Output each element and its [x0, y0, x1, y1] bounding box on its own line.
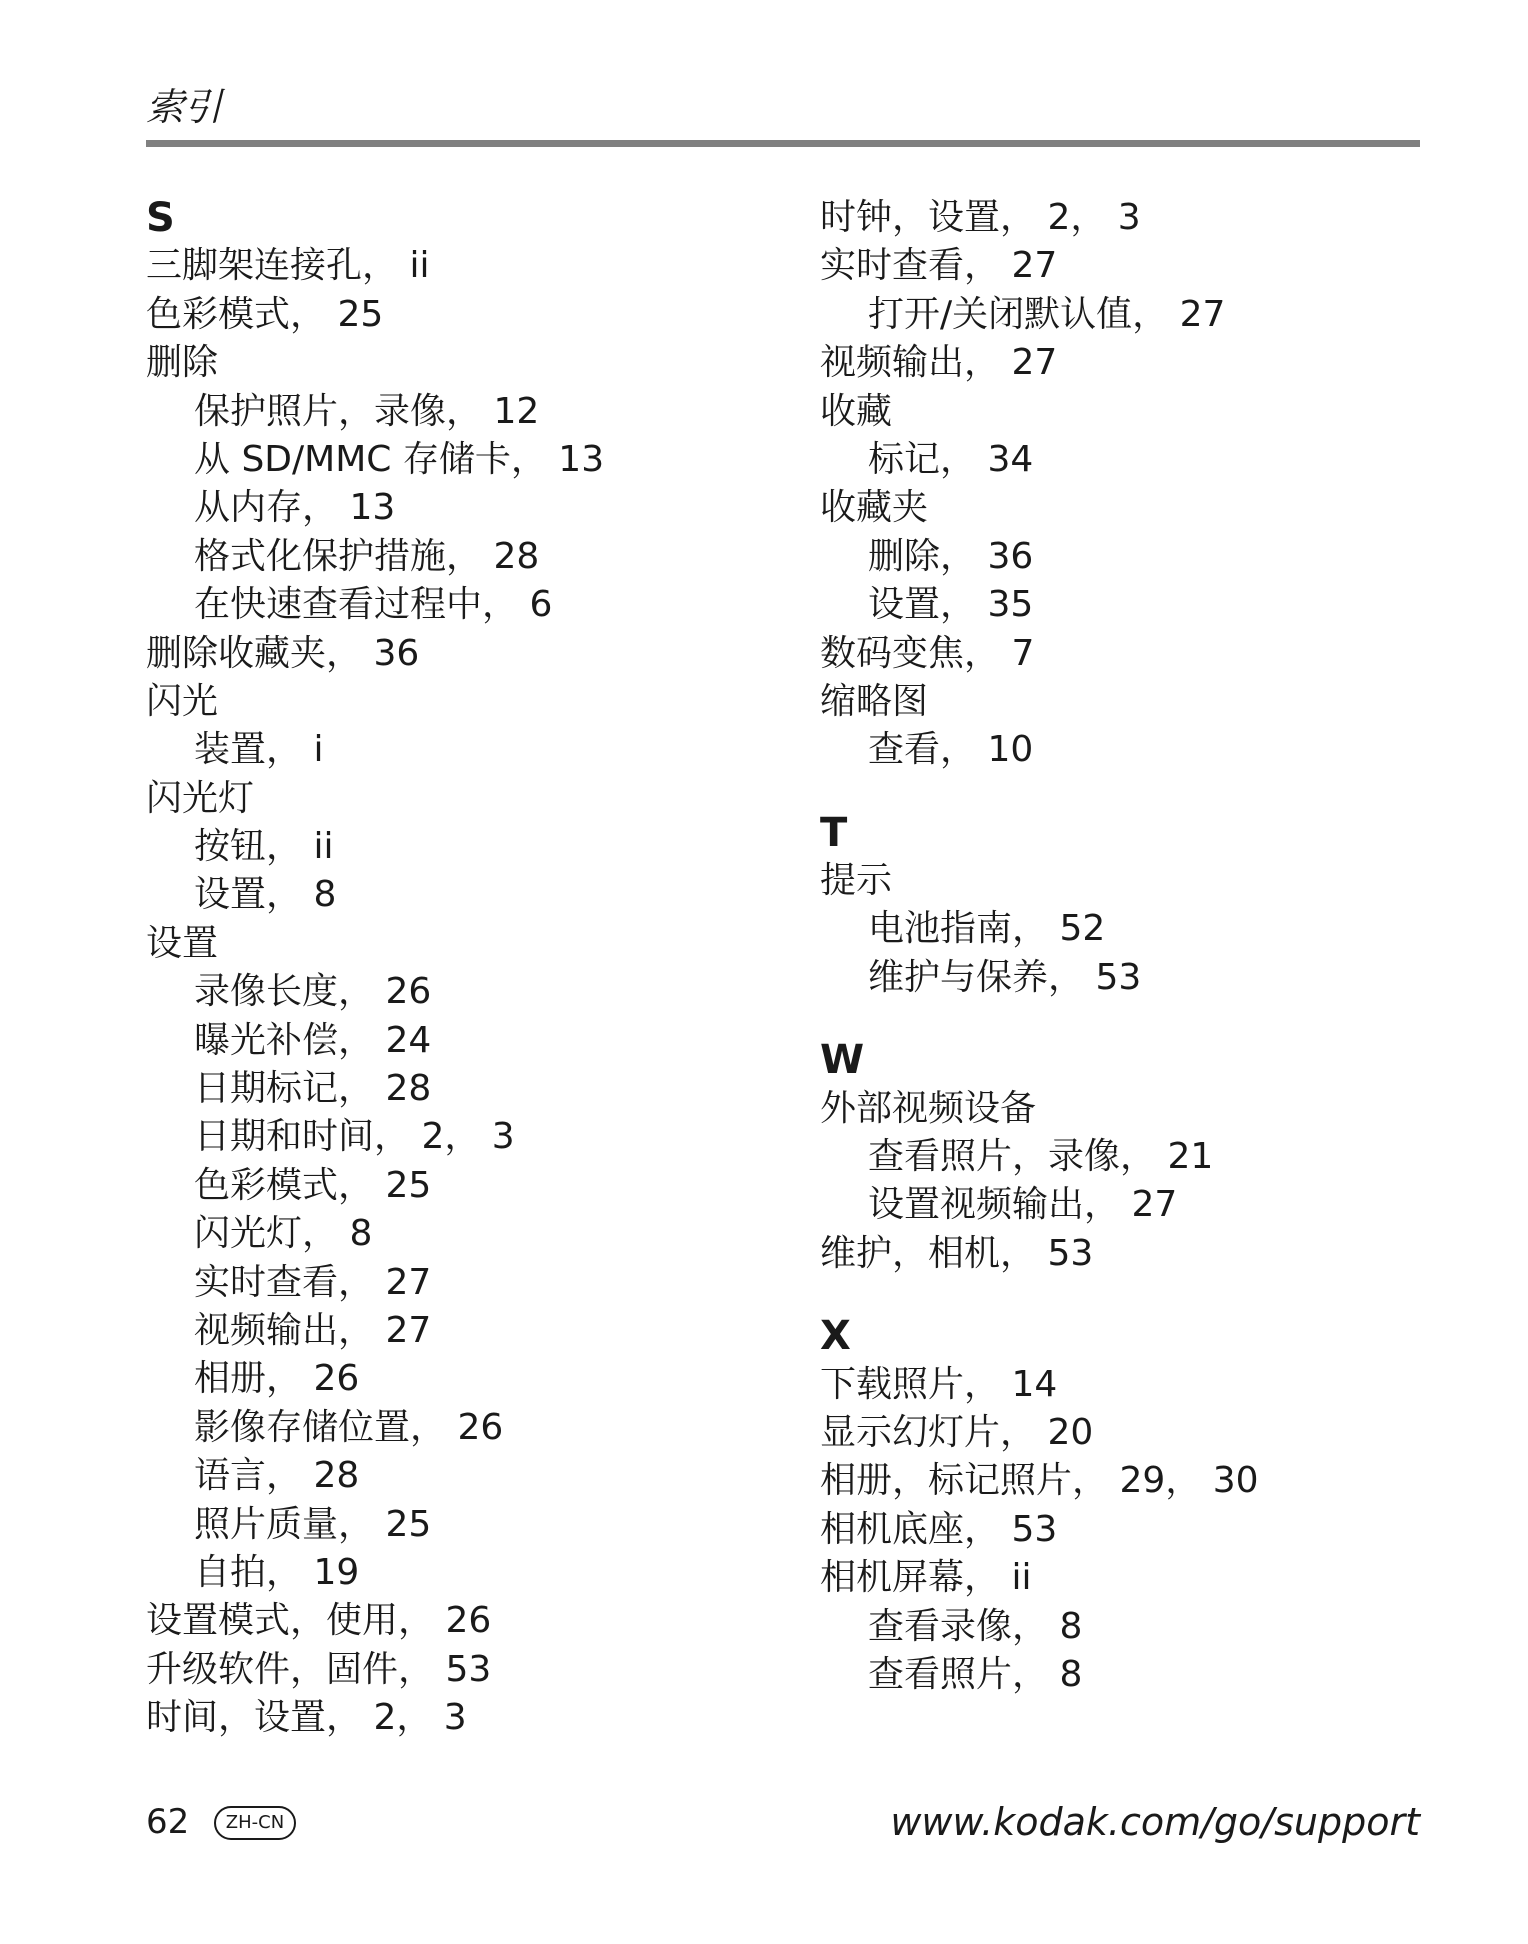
index-subentry: 按钮， ii — [194, 826, 334, 868]
index-subentry: 设置视频输出， 27 — [868, 1184, 1178, 1226]
index-subentry: 影像存储位置， 26 — [194, 1406, 504, 1448]
index-entry: 相机底座， 53 — [820, 1508, 1058, 1550]
index-section — [146, 194, 786, 1743]
index-entry: 收藏夹 — [820, 487, 929, 529]
index-subentry: 自拍， 19 — [194, 1551, 360, 1593]
index-subentry: 日期和时间， 2， 3 — [194, 1116, 515, 1158]
index-entry: 时钟，设置， 2， 3 — [820, 197, 1141, 238]
index-subentry: 录像长度， 26 — [194, 971, 432, 1013]
page-footer — [146, 1800, 1420, 1850]
index-subentry: 设置， 8 — [194, 874, 337, 916]
index-subentry: 查看录像， 8 — [868, 1605, 1083, 1647]
index-entry: 时间，设置， 2， 3 — [146, 1697, 467, 1739]
index-subentry: 标记， 34 — [868, 438, 1034, 480]
section-letter: X — [820, 1313, 851, 1360]
index-entry: 提示 — [820, 860, 893, 902]
index-entry: 色彩模式， 25 — [146, 293, 384, 335]
index-entry: 删除 — [146, 342, 219, 384]
index-entry: 维护，相机， 53 — [820, 1232, 1094, 1274]
page-header — [146, 85, 1420, 147]
index-subentry: 在快速查看过程中， 6 — [194, 584, 553, 626]
index-subentry: 删除， 36 — [868, 535, 1034, 577]
index-subentry: 保护照片，录像， 12 — [194, 390, 540, 432]
index-section — [820, 1312, 1420, 1699]
index-entry: 闪光灯 — [146, 777, 255, 819]
index-subentry: 格式化保护措施， 28 — [194, 535, 540, 577]
index-subentry: 色彩模式， 25 — [194, 1164, 432, 1206]
index-entry: 删除收藏夹， 36 — [146, 632, 420, 674]
index-entry: 相机屏幕， ii — [820, 1557, 1032, 1599]
index-entry: 相册，标记照片， 29， 30 — [820, 1460, 1259, 1502]
index-entry: 视频输出， 27 — [820, 342, 1058, 384]
header-rule — [146, 140, 1420, 147]
index-subentry: 维护与保养， 53 — [868, 956, 1142, 998]
index-subentry: 从 SD/MMC 存储卡， 13 — [194, 438, 605, 480]
index-subentry: 语言， 28 — [194, 1455, 360, 1497]
index-entry: 外部视频设备 — [820, 1087, 1037, 1129]
index-entry: 显示幻灯片， 20 — [820, 1411, 1094, 1453]
index-entry: 三脚架连接孔， ii — [146, 245, 430, 287]
section-letter: S — [146, 195, 175, 241]
index-entry: 数码变焦， 7 — [820, 632, 1035, 674]
locale-badge: ZH-CN — [214, 1806, 296, 1840]
index-column-right — [820, 194, 1420, 1733]
index-entry: 设置 — [146, 922, 219, 964]
index-subentry: 实时查看， 27 — [194, 1261, 432, 1303]
index-entry: 收藏 — [820, 390, 893, 432]
index-column-left — [146, 194, 786, 1777]
index-subentry: 视频输出， 27 — [194, 1309, 432, 1351]
index-entry: 闪光 — [146, 680, 219, 722]
index-subentry: 曝光补偿， 24 — [194, 1019, 432, 1061]
page-title: 索引 — [146, 85, 223, 129]
index-subentry: 相册， 26 — [194, 1358, 360, 1400]
index-entry: 升级软件，固件， 53 — [146, 1648, 492, 1690]
index-subentry: 查看照片，录像， 21 — [868, 1136, 1214, 1178]
index-subentry: 从内存， 13 — [194, 487, 396, 529]
index-section — [820, 809, 1420, 1003]
index-entry: 设置模式，使用， 26 — [146, 1600, 492, 1642]
page-number: 62 — [146, 1802, 190, 1842]
index-subentry: 查看， 10 — [868, 729, 1034, 771]
index-subentry: 电池指南， 52 — [868, 908, 1106, 950]
index-entry: 缩略图 — [820, 680, 929, 722]
index-section — [820, 1036, 1420, 1278]
index-entry: 实时查看， 27 — [820, 245, 1058, 287]
index-subentry: 照片质量， 25 — [194, 1503, 432, 1545]
index-subentry: 装置， i — [194, 729, 324, 771]
index-subentry: 查看照片， 8 — [868, 1653, 1083, 1695]
section-letter: T — [820, 809, 848, 856]
section-letter: W — [820, 1037, 865, 1084]
index-section — [820, 194, 1420, 775]
index-subentry: 设置， 35 — [868, 584, 1034, 626]
index-subentry: 闪光灯， 8 — [194, 1213, 373, 1255]
support-url[interactable]: www.kodak.com/go/support — [890, 1800, 1420, 1844]
index-subentry: 打开/关闭默认值， 27 — [868, 293, 1226, 335]
index-entry: 下载照片， 14 — [820, 1363, 1058, 1405]
index-subentry: 日期标记， 28 — [194, 1068, 432, 1110]
